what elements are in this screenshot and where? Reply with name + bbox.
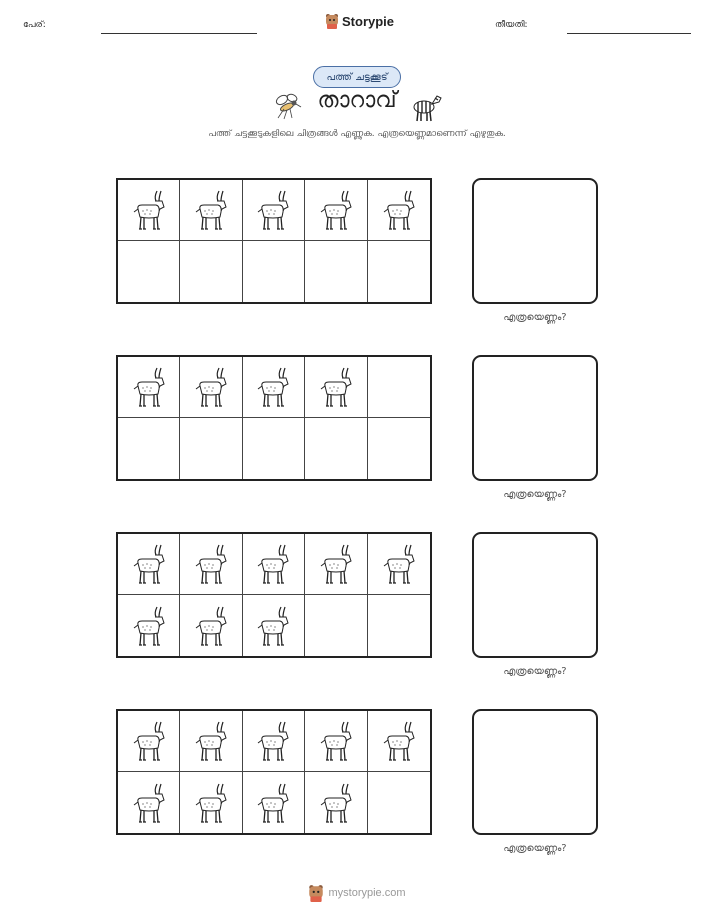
name-label: പേര്: xyxy=(23,20,46,30)
mosquito-icon xyxy=(272,92,302,120)
frame-cell xyxy=(118,418,180,479)
frame-cell xyxy=(243,595,305,656)
instructions: പത്ത് ചട്ടക്കൂടുകളിലെ ചിത്രങ്ങൾ എണ്ണുക. എത്രയെണ്ണമാണെന്ന് എഴുതുക. xyxy=(208,129,506,139)
frame-cell xyxy=(305,772,367,833)
footer-url[interactable]: mystorypie.com xyxy=(328,887,406,899)
answer-label-3: എത്രയെണ്ണം? xyxy=(503,666,567,677)
answer-box-3[interactable] xyxy=(472,532,598,658)
frame-cell xyxy=(305,711,367,772)
antelope-icon xyxy=(316,780,356,826)
frame-cell xyxy=(118,711,180,772)
date-label: തീയതി: xyxy=(495,20,528,30)
antelope-icon xyxy=(191,780,231,826)
frame-cell xyxy=(368,595,430,656)
ten-frame-2 xyxy=(116,355,432,481)
frame-cell xyxy=(180,418,242,479)
antelope-icon xyxy=(191,718,231,764)
frame-cell xyxy=(368,418,430,479)
frame-cell xyxy=(118,534,180,595)
brand-logo xyxy=(325,13,394,29)
ten-frame-3 xyxy=(116,532,432,658)
antelope-icon xyxy=(191,187,231,233)
frame-cell xyxy=(118,180,180,241)
frame-cell xyxy=(180,711,242,772)
antelope-icon xyxy=(316,364,356,410)
antelope-icon xyxy=(379,541,419,587)
answer-label-1: എത്രയെണ്ണം? xyxy=(503,312,567,323)
antelope-icon xyxy=(253,603,293,649)
antelope-icon xyxy=(253,187,293,233)
frame-cell xyxy=(305,534,367,595)
frame-cell xyxy=(305,357,367,418)
frame-cell xyxy=(180,357,242,418)
ten-frame-1 xyxy=(116,178,432,304)
topic-badge: പത്ത് ചട്ടക്കൂട് xyxy=(313,66,401,88)
frame-cell xyxy=(180,772,242,833)
frame-cell xyxy=(243,357,305,418)
antelope-icon xyxy=(316,718,356,764)
antelope-icon xyxy=(129,603,169,649)
frame-cell xyxy=(305,418,367,479)
answer-box-1[interactable] xyxy=(472,178,598,304)
frame-cell xyxy=(180,595,242,656)
name-line[interactable] xyxy=(101,33,257,34)
zebra-icon xyxy=(410,92,442,122)
frame-cell xyxy=(368,180,430,241)
antelope-icon xyxy=(129,718,169,764)
antelope-icon xyxy=(191,603,231,649)
storypie-mascot-icon xyxy=(308,884,324,902)
brand-name: Storypie xyxy=(342,13,395,29)
antelope-icon xyxy=(316,541,356,587)
antelope-icon xyxy=(379,718,419,764)
ten-frame-4 xyxy=(116,709,432,835)
antelope-icon xyxy=(129,780,169,826)
frame-cell xyxy=(243,534,305,595)
frame-cell xyxy=(243,711,305,772)
frame-cell xyxy=(368,534,430,595)
antelope-icon xyxy=(253,541,293,587)
frame-cell xyxy=(180,534,242,595)
frame-cell xyxy=(368,772,430,833)
answer-label-2: എത്രയെണ്ണം? xyxy=(503,489,567,500)
frame-cell xyxy=(243,418,305,479)
antelope-icon xyxy=(379,187,419,233)
frame-cell xyxy=(305,595,367,656)
antelope-icon xyxy=(191,364,231,410)
answer-label-4: എത്രയെണ്ണം? xyxy=(503,843,567,854)
frame-cell xyxy=(243,772,305,833)
answer-box-4[interactable] xyxy=(472,709,598,835)
frame-cell xyxy=(118,595,180,656)
frame-cell xyxy=(305,241,367,302)
antelope-icon xyxy=(253,364,293,410)
frame-cell xyxy=(118,772,180,833)
frame-cell xyxy=(118,357,180,418)
antelope-icon xyxy=(253,718,293,764)
answer-box-2[interactable] xyxy=(472,355,598,481)
frame-cell xyxy=(180,180,242,241)
footer xyxy=(0,884,714,902)
page-title: താറാവ് xyxy=(317,88,397,113)
antelope-icon xyxy=(129,364,169,410)
antelope-icon xyxy=(129,187,169,233)
antelope-icon xyxy=(316,187,356,233)
frame-cell xyxy=(118,241,180,302)
frame-cell xyxy=(305,180,367,241)
frame-cell xyxy=(243,241,305,302)
frame-cell xyxy=(180,241,242,302)
frame-cell xyxy=(368,241,430,302)
frame-cell xyxy=(243,180,305,241)
frame-cell xyxy=(368,357,430,418)
date-line[interactable] xyxy=(567,33,691,34)
storypie-mascot-icon xyxy=(325,13,339,29)
antelope-icon xyxy=(129,541,169,587)
antelope-icon xyxy=(191,541,231,587)
frame-cell xyxy=(368,711,430,772)
antelope-icon xyxy=(253,780,293,826)
